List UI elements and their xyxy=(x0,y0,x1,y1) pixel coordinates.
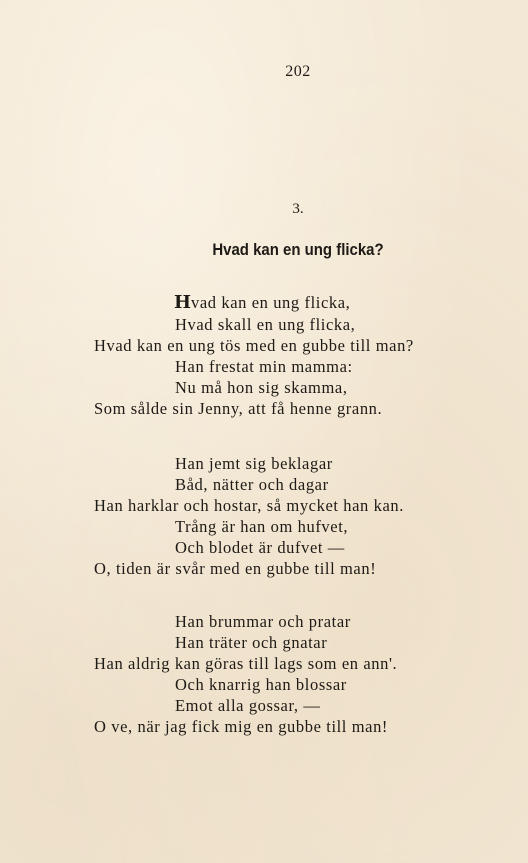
poem-line: Trång är han om hufvet, xyxy=(175,517,349,536)
page-number: 202 xyxy=(285,63,311,80)
poem-line: Han harklar och hostar, så mycket han kan. xyxy=(94,496,404,515)
poem-line: O ve, när jag fick mig en gubbe till man! xyxy=(94,717,389,736)
poem-line: O, tiden är svår med en gubbe till man! xyxy=(94,559,377,578)
poem-line: Nu må hon sig skamma, xyxy=(175,378,348,397)
poem-line-text: vad kan en ung flicka, xyxy=(191,293,351,312)
poem-line: Och knarrig han blossar xyxy=(175,675,347,694)
poem-line xyxy=(174,293,350,313)
poem-line: Emot alla gossar, — xyxy=(175,696,321,715)
drop-initial: H xyxy=(174,292,192,313)
poem-line: Han jemt sig beklagar xyxy=(175,454,333,473)
poem-line: Och blodet är dufvet — xyxy=(175,538,345,557)
poem-line: Han frestat min mamma: xyxy=(175,357,353,376)
poem-line: Hvad skall en ung flicka, xyxy=(175,315,356,334)
poem-line: Som sålde sin Jenny, att få henne grann. xyxy=(94,399,383,418)
poem-line: Han brummar och pratar xyxy=(175,612,351,631)
poem-line: Båd, nätter och dagar xyxy=(175,475,329,494)
poem-line: Hvad kan en ung tös med en gubbe till man? xyxy=(94,336,414,355)
section-number: 3. xyxy=(292,201,304,217)
poem-line: Han aldrig kan göras till lags som en ann'. xyxy=(94,654,398,673)
poem-title: Hvad kan en ung flicka? xyxy=(212,240,384,259)
poem-line: Han träter och gnatar xyxy=(175,633,328,652)
